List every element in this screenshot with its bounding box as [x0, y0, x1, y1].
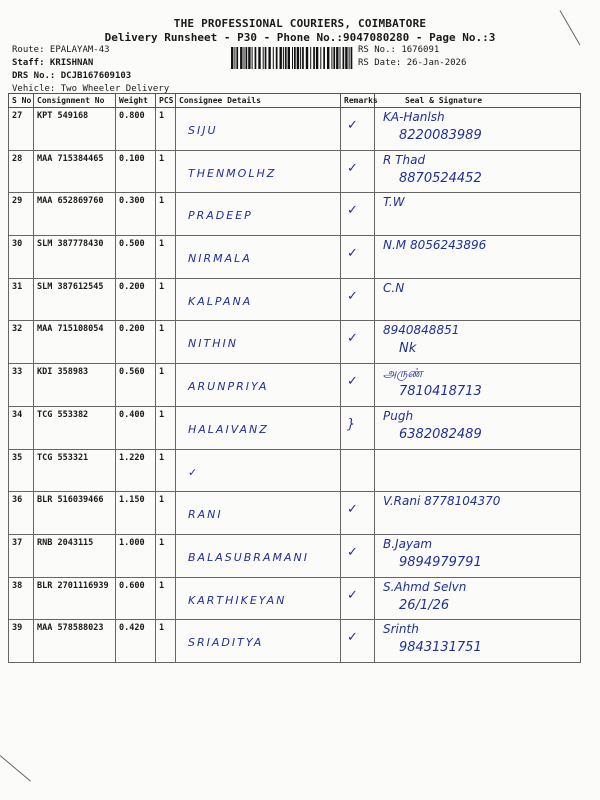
barcode-bar	[345, 47, 347, 69]
consignee-cell	[176, 236, 341, 279]
table-row	[9, 150, 581, 193]
consignee-cell	[176, 534, 341, 577]
signature-phone: 26/1/26	[399, 597, 450, 613]
barcode-bar	[294, 47, 296, 69]
signature-cell	[375, 492, 581, 535]
signature-text: C.N	[383, 280, 405, 295]
barcode-bar	[306, 47, 308, 69]
barcode-bar	[292, 47, 293, 69]
pcs-cell: 1	[156, 577, 176, 620]
barcode-bar	[297, 47, 299, 69]
col-signature: Seal & Signature	[375, 94, 581, 108]
barcode-bar	[351, 47, 353, 69]
barcode-bar	[258, 47, 260, 69]
remarks-cell	[341, 406, 375, 449]
consignment-cell: SLM 387778430	[34, 236, 116, 279]
consignee-cell	[176, 449, 341, 492]
signature-cell	[375, 108, 581, 151]
consignee-name: RANI	[188, 508, 223, 522]
consignee-name: NIRMALA	[188, 252, 252, 266]
consignee-cell	[176, 278, 341, 321]
barcode-bar	[248, 47, 250, 69]
weight-cell: 0.200	[116, 278, 156, 321]
remarks-cell	[341, 150, 375, 193]
consignee-name: SIJU	[188, 124, 218, 137]
remarks-cell	[341, 449, 375, 492]
consignee-cell	[176, 108, 341, 151]
tick-mark: ✓	[347, 587, 358, 603]
barcode-bar	[252, 47, 253, 69]
consignee-cell	[176, 150, 341, 193]
consignment-cell: KPT 549168	[34, 108, 116, 151]
signature-text: R Thad	[383, 152, 426, 167]
remarks-cell	[341, 492, 375, 535]
remarks-cell	[341, 577, 375, 620]
runsheet-table	[8, 93, 581, 663]
table-row	[9, 108, 581, 151]
consignment-cell: MAA 652869760	[34, 193, 116, 236]
remarks-cell	[341, 236, 375, 279]
table-row	[9, 449, 581, 492]
drs-number: DRS No.: DCJB167609103	[12, 71, 132, 81]
barcode-bar	[244, 47, 245, 69]
consignment-cell: KDI 358983	[34, 364, 116, 407]
weight-cell: 0.420	[116, 620, 156, 663]
barcode-bar	[240, 47, 242, 69]
consignment-cell: SLM 387612545	[34, 278, 116, 321]
signature-phone: 8220083989	[399, 128, 482, 143]
barcode-bar	[255, 47, 257, 69]
signature-phone: 9843131751	[399, 640, 482, 656]
pcs-cell: 1	[156, 406, 176, 449]
signature-phone: Nk	[399, 341, 417, 357]
barcode-bar	[280, 47, 282, 69]
table-row	[9, 492, 581, 535]
rs-number: RS No.: 1676091	[358, 45, 440, 55]
barcode-bar	[316, 47, 318, 69]
barcode	[231, 47, 355, 69]
signature-cell	[375, 449, 581, 492]
consignment-cell: TCG 553321	[34, 449, 116, 492]
signature-cell	[375, 278, 581, 321]
signature-text: B.Jayam	[383, 536, 433, 551]
tick-mark: ✓	[347, 374, 358, 390]
weight-cell: 0.800	[116, 108, 156, 151]
pcs-cell: 1	[156, 620, 176, 663]
consignee-name: HALAIVANZ	[188, 422, 269, 436]
weight-cell: 0.400	[116, 406, 156, 449]
col-consignee: Consignee Details	[176, 94, 341, 108]
signature-cell	[375, 150, 581, 193]
barcode-bar	[313, 47, 315, 69]
consignment-cell: BLR 516039466	[34, 492, 116, 535]
table-row	[9, 620, 581, 663]
signature-phone: 6382082489	[399, 426, 482, 442]
pcs-cell: 1	[156, 150, 176, 193]
tick-mark: ✓	[347, 630, 358, 646]
sno-cell: 37	[9, 534, 34, 577]
sno-cell: 34	[9, 406, 34, 449]
sno-cell: 33	[9, 364, 34, 407]
route-text: Route: EPALAYAM-43	[12, 45, 110, 55]
pcs-cell: 1	[156, 449, 176, 492]
table-row	[9, 321, 581, 364]
signature-text: N.M 8056243896	[383, 238, 487, 253]
barcode-bar	[288, 47, 290, 69]
pcs-cell: 1	[156, 278, 176, 321]
signature-text: S.Ahmd Selvn	[383, 579, 467, 594]
signature-cell	[375, 620, 581, 663]
signature-text: T.W	[383, 195, 405, 210]
weight-cell: 0.100	[116, 150, 156, 193]
sno-cell: 31	[9, 278, 34, 321]
signature-cell	[375, 236, 581, 279]
signature-cell	[375, 406, 581, 449]
barcode-bar	[310, 47, 311, 69]
barcode-bar	[246, 47, 248, 69]
signature-text: அருண்	[383, 366, 423, 381]
barcode-bar	[349, 47, 350, 69]
consignment-cell: MAA 715384465	[34, 150, 116, 193]
weight-cell: 1.150	[116, 492, 156, 535]
consignee-name: KARTHIKEYAN	[188, 593, 287, 607]
weight-cell: 0.600	[116, 577, 156, 620]
sno-cell: 29	[9, 193, 34, 236]
remarks-cell	[341, 321, 375, 364]
consignee-cell	[176, 321, 341, 364]
col-sno: S No	[9, 94, 34, 108]
barcode-bar	[320, 47, 321, 69]
barcode-bar	[327, 47, 329, 69]
signature-text: Srinth	[383, 622, 419, 637]
consignee-name: PRADEEP	[188, 209, 253, 223]
weight-cell: 0.300	[116, 193, 156, 236]
tick-mark: ✓	[347, 246, 358, 262]
tick-mark: ✓	[347, 288, 358, 304]
consignee-cell	[176, 492, 341, 535]
vehicle-text: Vehicle: Two Wheeler Delivery	[12, 84, 170, 94]
signature-text: Pugh	[383, 408, 414, 423]
sno-cell: 38	[9, 577, 34, 620]
col-consignment: Consignment No	[34, 94, 116, 108]
staff-text: Staff: KRISHNAN	[12, 58, 94, 68]
signature-cell	[375, 577, 581, 620]
runsheet-subtitle: Delivery Runsheet - P30 - Phone No.:9047080280 - Page No.:3	[104, 31, 496, 44]
table-row	[9, 236, 581, 279]
weight-cell: 1.000	[116, 534, 156, 577]
signature-phone: 9894979791	[399, 554, 482, 570]
col-pcs: PCS	[156, 94, 176, 108]
pcs-cell: 1	[156, 534, 176, 577]
sno-cell: 36	[9, 492, 34, 535]
remarks-cell	[341, 364, 375, 407]
consignee-cell	[176, 193, 341, 236]
consignee-cell	[176, 364, 341, 407]
sno-cell: 28	[9, 150, 34, 193]
pcs-cell: 1	[156, 108, 176, 151]
consignment-cell: RNB 2043115	[34, 534, 116, 577]
table-row	[9, 278, 581, 321]
signature-phone: 7810418713	[399, 384, 482, 400]
barcode-bar	[273, 47, 274, 69]
consignee-name: ✓	[188, 465, 200, 479]
col-remarks: Remarks	[341, 94, 375, 108]
barcode-bar	[276, 47, 278, 69]
table-row	[9, 406, 581, 449]
consignee-cell	[176, 406, 341, 449]
consignee-name: THENMOLHZ	[188, 166, 277, 180]
sno-cell: 32	[9, 321, 34, 364]
barcode-bar	[236, 47, 238, 69]
scan-edge-mark	[0, 755, 31, 781]
barcode-bar	[340, 47, 341, 69]
consignee-name: ARUNPRIYA	[188, 380, 269, 394]
tick-mark: ✓	[347, 331, 358, 347]
tick-mark: ✓	[347, 544, 358, 560]
consignee-name: BALASUBRAMANI	[188, 550, 309, 564]
pcs-cell: 1	[156, 364, 176, 407]
barcode-bar	[336, 47, 338, 69]
consignment-cell: TCG 553382	[34, 406, 116, 449]
col-weight: Weight	[116, 94, 156, 108]
signature-cell	[375, 193, 581, 236]
barcode-bar	[323, 47, 325, 69]
barcode-bar	[234, 47, 235, 69]
tick-mark: ✓	[347, 502, 358, 518]
consignee-cell	[176, 620, 341, 663]
signature-phone: 8870524452	[399, 170, 482, 186]
pcs-cell: 1	[156, 236, 176, 279]
signature-text: V.Rani 8778104370	[383, 494, 501, 509]
tick-mark: }	[347, 416, 356, 432]
company-title: THE PROFESSIONAL COURIERS, COIMBATORE	[173, 17, 427, 30]
consignee-name: SRIADITYA	[188, 636, 264, 650]
remarks-cell	[341, 534, 375, 577]
barcode-bar	[265, 47, 267, 69]
barcode-bar	[331, 47, 332, 69]
weight-cell: 0.500	[116, 236, 156, 279]
consignee-name: KALPANA	[188, 294, 253, 308]
signature-cell	[375, 364, 581, 407]
barcode-bar	[333, 47, 335, 69]
barcode-bar	[343, 47, 345, 69]
consignee-name: NITHIN	[188, 337, 238, 351]
barcode-bar	[231, 47, 233, 69]
table-row	[9, 193, 581, 236]
rs-date: RS Date: 26-Jan-2026	[358, 58, 467, 68]
sno-cell: 30	[9, 236, 34, 279]
barcode-bar	[302, 47, 304, 69]
table-header-row	[9, 94, 581, 108]
signature-text: KA-Hanlsh	[383, 110, 445, 124]
pcs-cell: 1	[156, 492, 176, 535]
consignment-cell: BLR 2701116939	[34, 577, 116, 620]
signature-cell	[375, 321, 581, 364]
sno-cell: 35	[9, 449, 34, 492]
signature-cell	[375, 534, 581, 577]
weight-cell: 1.220	[116, 449, 156, 492]
barcode-bar	[263, 47, 264, 69]
table-row	[9, 577, 581, 620]
remarks-cell	[341, 108, 375, 151]
signature-text: 8940848851	[383, 323, 460, 338]
table-row	[9, 534, 581, 577]
sno-cell: 27	[9, 108, 34, 151]
barcode-bar	[268, 47, 270, 69]
tick-mark: ✓	[347, 160, 358, 176]
meta-right	[358, 44, 466, 70]
table-row	[9, 364, 581, 407]
pcs-cell: 1	[156, 193, 176, 236]
consignment-cell: MAA 578588023	[34, 620, 116, 663]
remarks-cell	[341, 278, 375, 321]
weight-cell: 0.560	[116, 364, 156, 407]
consignee-cell	[176, 577, 341, 620]
remarks-cell	[341, 193, 375, 236]
barcode-bar	[283, 47, 284, 69]
pcs-cell: 1	[156, 321, 176, 364]
meta-left	[12, 44, 169, 96]
sno-cell: 39	[9, 620, 34, 663]
consignment-cell: MAA 715108054	[34, 321, 116, 364]
remarks-cell	[341, 620, 375, 663]
barcode-bar	[285, 47, 287, 69]
barcode-bar	[300, 47, 301, 69]
tick-mark: ✓	[347, 203, 358, 219]
tick-mark: ✓	[347, 118, 358, 133]
weight-cell: 0.200	[116, 321, 156, 364]
